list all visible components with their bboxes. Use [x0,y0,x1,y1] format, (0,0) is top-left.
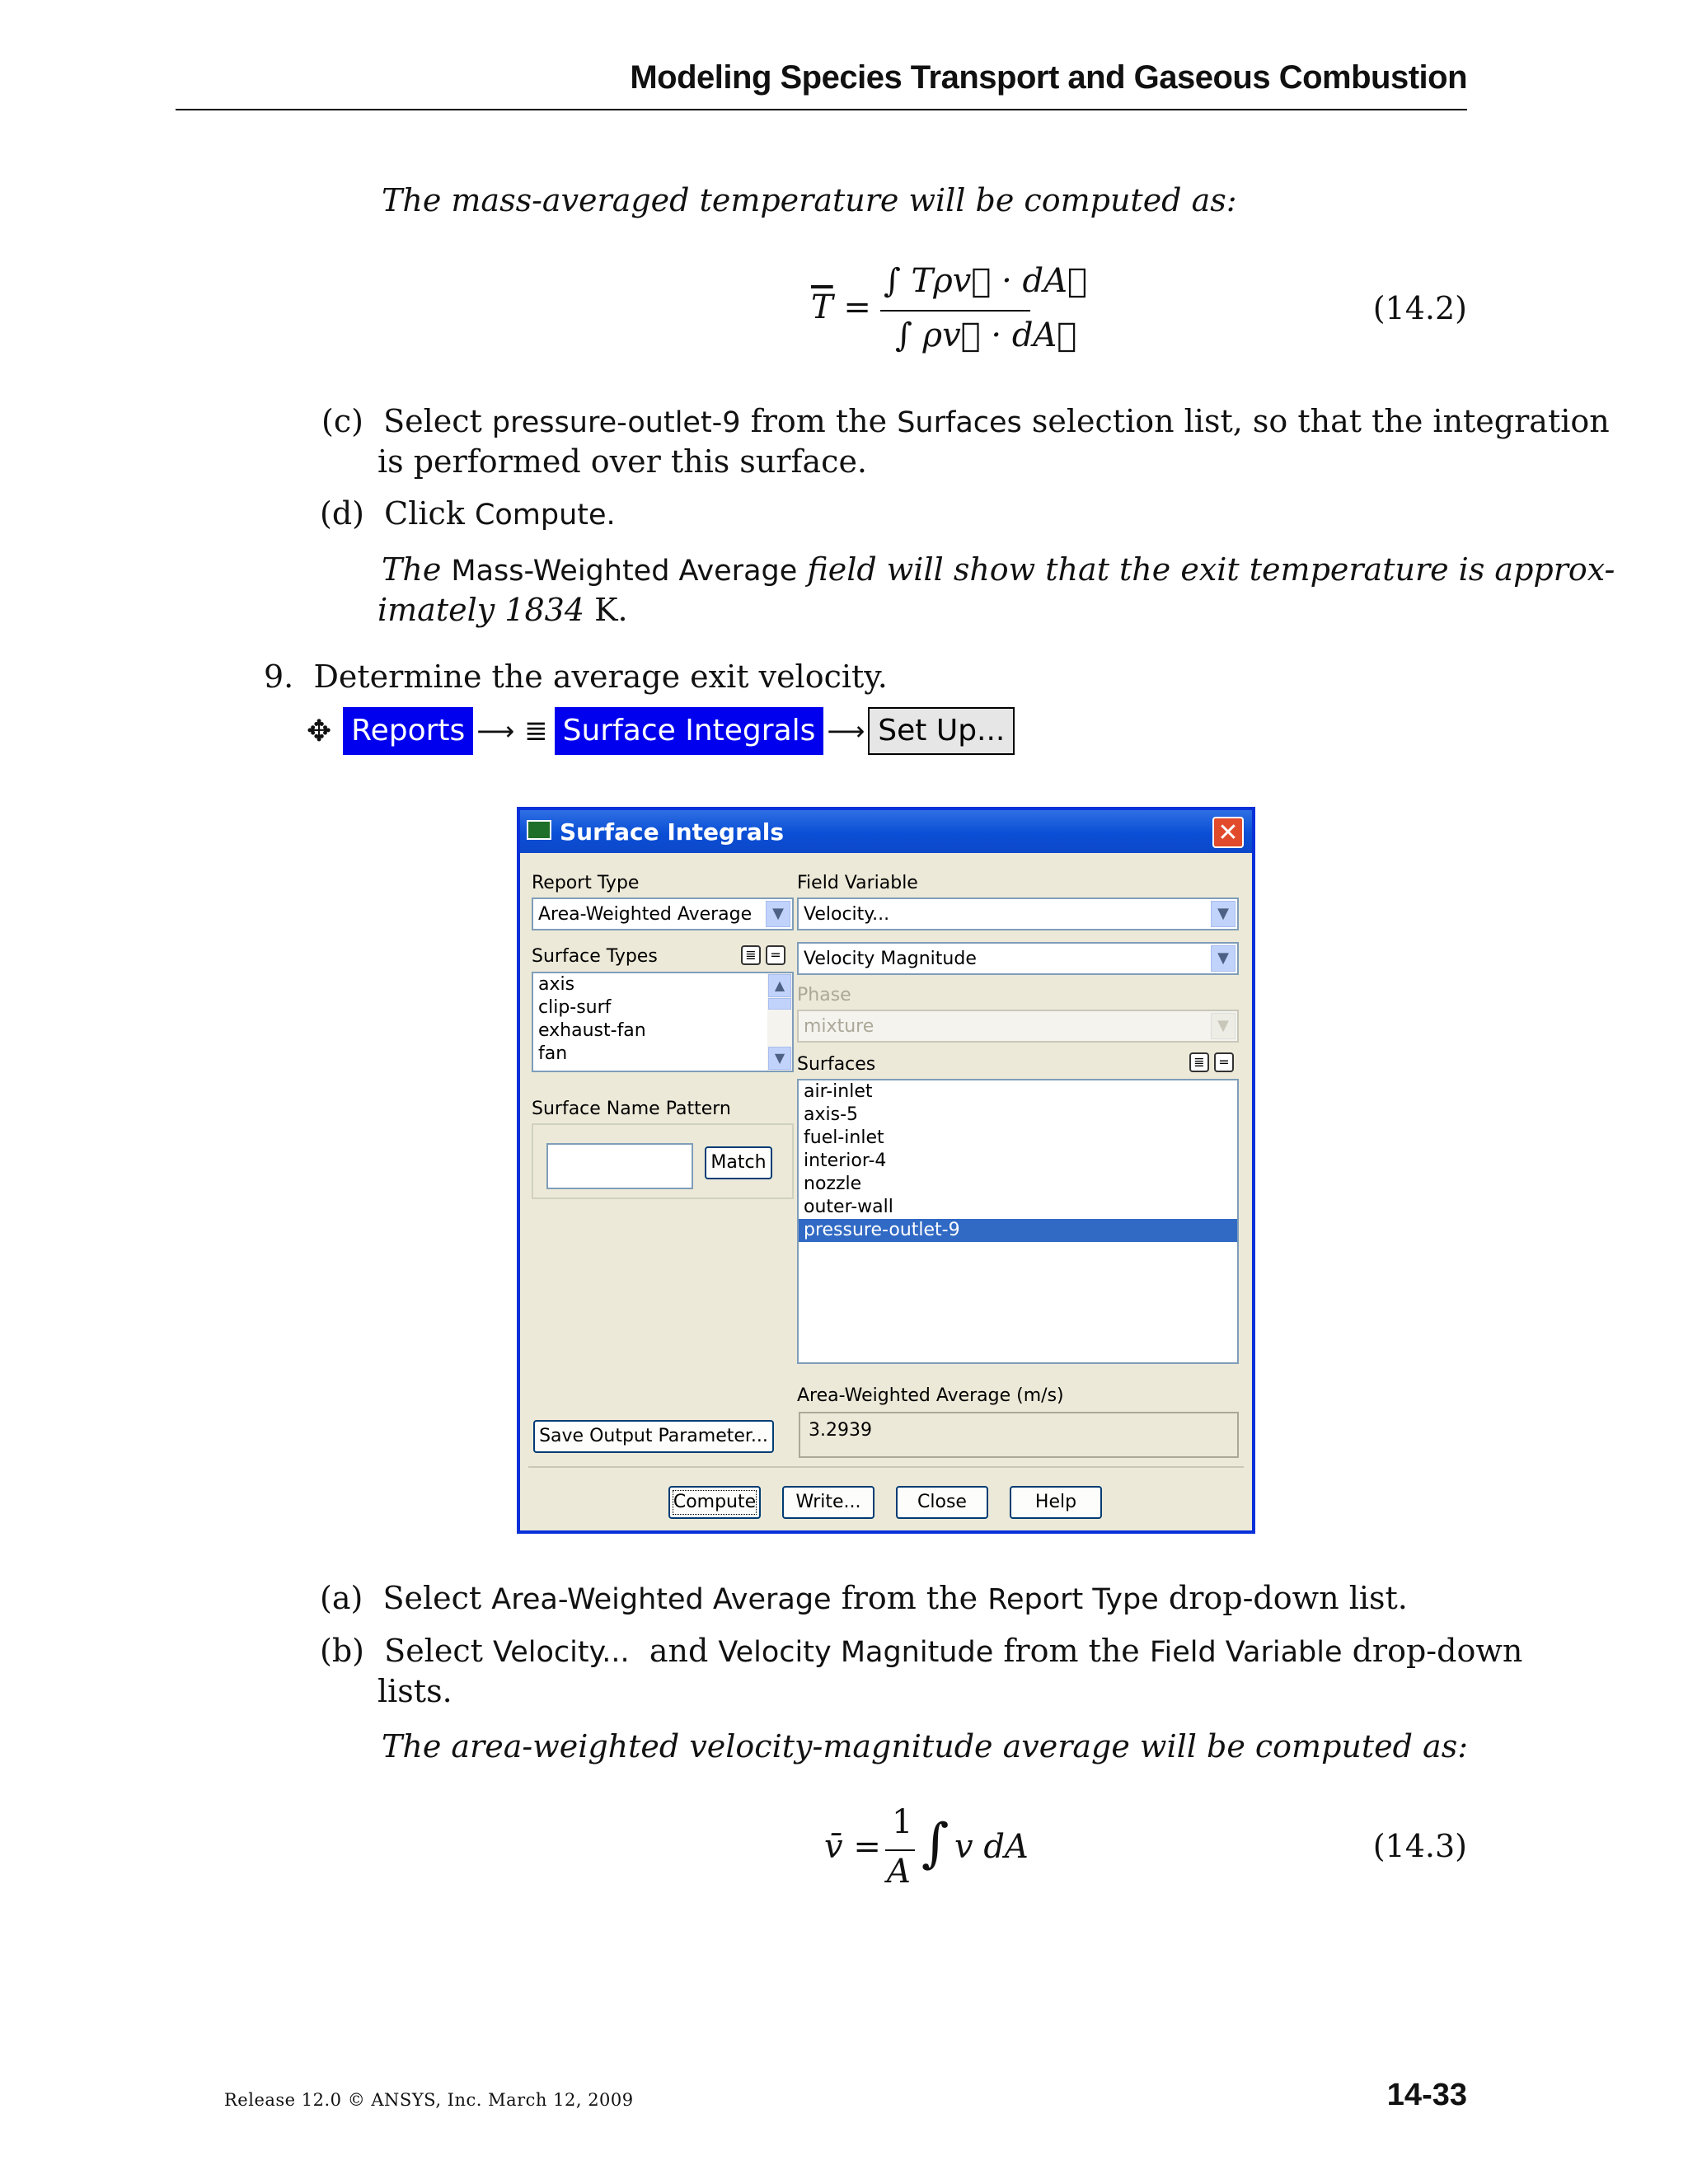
report-type-dropdown[interactable]: Area-Weighted Average ▼ [532,898,794,930]
phase-dropdown: mixture ▼ [797,1010,1239,1043]
list-item[interactable]: nozzle [804,1174,862,1194]
result-label: Area-Weighted Average (m/s) [797,1385,1064,1406]
scroll-up-icon[interactable]: ▲ [768,974,791,997]
surface-types-label: Surface Types [532,946,658,967]
surfaces-list[interactable] [797,1079,1239,1364]
list-item[interactable]: axis-5 [804,1104,859,1125]
surface-name-pattern-label: Surface Name Pattern [532,1099,731,1119]
phase-label: Phase [797,985,851,1005]
running-header: Modeling Species Transport and Gaseous Combustion [630,59,1467,96]
step-c: (c) Select pressure-outlet-9 from the Surfaces selection list, so that the integration [321,403,1610,439]
header-rule [176,109,1467,110]
chevron-down-icon: ▼ [1211,1013,1236,1039]
page-number: 14-33 [1386,2078,1467,2112]
report-type-label: Report Type [532,873,640,893]
field-variable-label: Field Variable [797,873,918,893]
select-all-icon[interactable]: ≣ [1189,1052,1209,1072]
eq-14-3-fraction-line [885,1849,915,1851]
list-item[interactable]: interior-4 [804,1151,887,1171]
list-item[interactable]: axis [538,974,575,995]
step-d: (d) Click Compute. [320,495,616,532]
footer-release: Release 12.0 © ANSYS, Inc. March 12, 2009 [224,2090,634,2110]
chevron-down-icon[interactable]: ▼ [1211,901,1236,927]
select-all-icon[interactable]: ≣ [741,945,761,965]
chevron-down-icon[interactable]: ▼ [1211,945,1236,972]
step-9: 9. Determine the average exit velocity. [264,658,888,695]
eq-14-2-lhs: $\overline{T}$ = [811,288,871,326]
arrow-icon: ⟶ [476,715,515,747]
report-list-icon: ≣ [524,715,548,748]
close-button[interactable]: Close [896,1486,988,1519]
list-item[interactable]: pressure-outlet-9 [799,1219,1237,1242]
eq-14-3-denominator: A [887,1853,911,1891]
scrollbar[interactable] [767,973,792,1071]
field-variable-dropdown[interactable]: Velocity... ▼ [797,898,1239,930]
write-button[interactable]: Write... [782,1486,874,1519]
step-c-line2: is performed over this surface. [377,443,868,480]
app-icon [527,820,551,840]
note-d-line2: imately 1834 K. [377,592,628,628]
surface-types-list[interactable] [532,972,794,1072]
list-item[interactable]: outer-wall [804,1197,893,1217]
integral-sign: ∫ [921,1813,950,1874]
setup-button[interactable]: Set Up... [868,707,1015,755]
compute-button[interactable]: Compute [668,1486,761,1519]
eq-14-3-numerator: 1 [892,1803,913,1841]
result-field [799,1412,1239,1458]
save-output-parameter-button[interactable]: Save Output Parameter... [533,1420,774,1453]
surfaces-label: Surfaces [797,1054,876,1075]
eq-14-2-number: (14.2) [1372,290,1467,326]
dialog-titlebar [520,810,1252,853]
result-value: 3.2939 [809,1420,872,1441]
step-b-line2: lists. [377,1673,452,1709]
dialog-title: Surface Integrals [560,818,785,846]
eq-14-3-integrand: v dA [954,1828,1029,1866]
scroll-down-icon[interactable]: ▼ [768,1047,791,1070]
surface-name-pattern-group [532,1123,794,1199]
note-d: The Mass-Weighted Average field will show that the exit temperature is approx- [382,551,1615,588]
move-arrows-icon: ✥ [307,714,332,748]
separator [528,1466,1244,1468]
note-b: The area-weighted velocity-magnitude average will be computed as: [382,1728,1468,1765]
menu-surface-integrals[interactable]: Surface Integrals [555,707,824,755]
chevron-down-icon[interactable]: ▼ [766,901,790,927]
scroll-thumb[interactable] [768,998,791,1010]
menu-path [307,705,1015,757]
list-item[interactable]: clip-surf [538,997,612,1018]
menu-reports[interactable]: Reports [343,707,473,755]
list-item[interactable]: fan [538,1043,568,1064]
eq-14-3-lhs: v̄ = [824,1828,881,1866]
eq-14-3-number: (14.3) [1372,1828,1467,1864]
match-button[interactable]: Match [705,1146,772,1179]
eq-14-2-denominator: ∫ ρv⃗ · dA⃗ [895,316,1077,354]
list-item[interactable]: exhaust-fan [538,1020,646,1041]
help-button[interactable]: Help [1010,1486,1102,1519]
eq-14-2-numerator: ∫ Tρv⃗ · dA⃗ [884,262,1087,300]
step-a: (a) Select Area-Weighted Average from the Report Type drop-down list. [320,1580,1408,1616]
list-item[interactable]: air-inlet [804,1081,873,1102]
step-b: (b) Select Velocity... and Velocity Magnitude from the Field Variable drop-down [320,1633,1523,1669]
deselect-all-icon[interactable]: = [766,945,785,965]
surface-name-pattern-input[interactable] [546,1143,693,1189]
close-icon[interactable]: ✕ [1212,817,1244,848]
deselect-all-icon[interactable]: = [1214,1052,1234,1072]
arrow-icon: ⟶ [827,715,865,747]
field-variable-sub-dropdown[interactable]: Velocity Magnitude ▼ [797,942,1239,975]
list-item[interactable]: fuel-inlet [804,1127,884,1148]
surface-integrals-dialog [517,807,1255,1534]
intro-text: The mass-averaged temperature will be computed as: [382,182,1237,218]
eq-14-2-fraction-line [880,310,1030,312]
